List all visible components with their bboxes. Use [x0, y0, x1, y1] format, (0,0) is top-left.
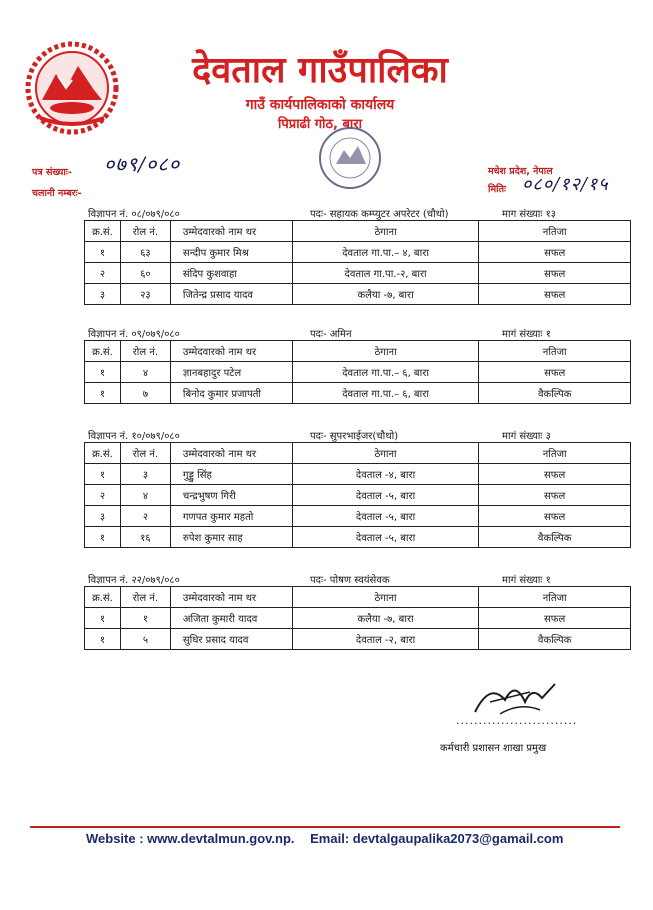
cell-sn: ३ — [85, 506, 121, 527]
date-value: ०८०/१२/१५ — [522, 174, 609, 195]
cell-sn: ३ — [85, 284, 121, 305]
cell-result: सफल — [479, 464, 631, 485]
cell-sn: १ — [85, 629, 121, 650]
table-row — [85, 506, 631, 527]
result-section — [84, 428, 634, 548]
cell-sn: १ — [85, 242, 121, 263]
cell-sn: १ — [85, 362, 121, 383]
patra-value: ०७९/०८० — [104, 152, 181, 176]
col-result: नतिजा — [479, 443, 631, 464]
col-name: उम्मेदवारको नाम थर — [170, 443, 292, 464]
date-label: मितिः — [488, 184, 506, 195]
cell-result: सफल — [479, 506, 631, 527]
website-link[interactable]: Website : www.devtalmun.gov.np. — [86, 831, 295, 846]
col-name: उम्मेदवारको नाम थर — [170, 221, 292, 242]
footer-contact — [86, 831, 575, 846]
result-section — [84, 326, 634, 404]
cell-address: कलैया -७, बारा — [292, 284, 479, 305]
col-address: ठेगाना — [292, 221, 479, 242]
cell-name: गुड्डु सिंह — [170, 464, 292, 485]
table-row — [85, 263, 631, 284]
table-row — [85, 608, 631, 629]
col-address: ठेगाना — [292, 443, 479, 464]
table-row — [85, 242, 631, 263]
cell-name: सन्दीप कुमार मिश्र — [170, 242, 292, 263]
col-sn: क्र.सं. — [85, 221, 121, 242]
cell-roll: २ — [120, 506, 170, 527]
page-title: देवताल गाउँपालिका — [192, 50, 448, 91]
table-header-row — [85, 221, 631, 242]
cell-sn: १ — [85, 608, 121, 629]
office-address: पिप्राढी गोठ, बारा — [278, 117, 362, 132]
cell-sn: २ — [85, 263, 121, 284]
quota: मागं संख्याः ३ — [502, 431, 551, 442]
notice-number: विज्ञापन नं. ०९/०७९/०८० — [88, 329, 180, 340]
chalani-label: चलानी नम्बरः- — [32, 188, 82, 199]
cell-roll: १ — [120, 608, 170, 629]
signature-line: ........................... — [456, 714, 578, 727]
col-roll: रोल नं. — [120, 587, 170, 608]
cell-address: देवताल गा.पा.– ४, बारा — [292, 242, 479, 263]
cell-result: सफल — [479, 284, 631, 305]
table-row — [85, 464, 631, 485]
section-header — [84, 206, 634, 220]
post-name: पदः- अमिन — [310, 329, 352, 340]
table-row — [85, 383, 631, 404]
cell-result: वैकल्पिक — [479, 629, 631, 650]
province-label: मधेश प्रदेश, नेपाल — [488, 166, 553, 177]
section-header — [84, 572, 634, 586]
cell-result: सफल — [479, 362, 631, 383]
notice-number: विज्ञापन नं. १०/०७९/०८० — [88, 431, 180, 442]
cell-roll: ७ — [120, 383, 170, 404]
patra-label: पत्र संख्याः- — [32, 167, 72, 178]
col-sn: क्र.सं. — [85, 341, 121, 362]
quota: मागं संख्याः १ — [502, 575, 551, 586]
col-address: ठेगाना — [292, 587, 479, 608]
table-header-row — [85, 443, 631, 464]
email-link[interactable]: Email: devtalgaupalika2073@gamail.com — [310, 831, 564, 846]
col-roll: रोल नं. — [120, 443, 170, 464]
section-header — [84, 326, 634, 340]
cell-name: अजिता कुमारी यादव — [170, 608, 292, 629]
col-result: नतिजा — [479, 221, 631, 242]
cell-address: देवताल -५, बारा — [292, 506, 479, 527]
post-name: पदः- पोषण स्वयंसेवक — [310, 575, 390, 586]
table-row — [85, 284, 631, 305]
cell-name: रुपेश कुमार साह — [170, 527, 292, 548]
col-name: उम्मेदवारको नाम थर — [170, 341, 292, 362]
table-header-row — [85, 587, 631, 608]
post-name: पदः- सुपरभाईजर(चौथो) — [310, 431, 399, 442]
cell-roll: ५ — [120, 629, 170, 650]
col-result: नतिजा — [479, 587, 631, 608]
cell-sn: १ — [85, 383, 121, 404]
cell-address: देवताल गा.पा.– ६, बारा — [292, 383, 479, 404]
results-table — [84, 340, 631, 404]
cell-address: देवताल -२, बारा — [292, 629, 479, 650]
cell-address: देवताल -५, बारा — [292, 485, 479, 506]
cell-name: संदिप कुशवाहा — [170, 263, 292, 284]
cell-roll: १६ — [120, 527, 170, 548]
col-address: ठेगाना — [292, 341, 479, 362]
cell-address: देवताल गा.पा.– ६, बारा — [292, 362, 479, 383]
cell-roll: २३ — [120, 284, 170, 305]
quota: मागं संख्याः १ — [502, 329, 551, 340]
cell-address: देवताल -४, बारा — [292, 464, 479, 485]
cell-roll: ३ — [120, 464, 170, 485]
cell-name: ज्ञानबहादुर पटेल — [170, 362, 292, 383]
cell-roll: ४ — [120, 485, 170, 506]
cell-result: सफल — [479, 485, 631, 506]
cell-name: बिनोद कुमार प्रजापती — [170, 383, 292, 404]
quota: माग संख्याः १३ — [502, 209, 556, 220]
section-header — [84, 428, 634, 442]
footer-divider — [30, 826, 620, 828]
result-section — [84, 572, 634, 650]
cell-result: वैकल्पिक — [479, 383, 631, 404]
nepal-emblem-logo — [22, 38, 122, 138]
cell-sn: २ — [85, 485, 121, 506]
table-row — [85, 527, 631, 548]
table-row — [85, 362, 631, 383]
post-name: पदः- सहायक कम्प्युटर अपरेटर (चौथो) — [310, 209, 449, 220]
cell-result: वैकल्पिक — [479, 527, 631, 548]
cell-result: सफल — [479, 263, 631, 284]
cell-address: कलैया -७, बारा — [292, 608, 479, 629]
cell-sn: १ — [85, 464, 121, 485]
col-name: उम्मेदवारको नाम थर — [170, 587, 292, 608]
result-section — [84, 206, 634, 305]
cell-name: सुधिर प्रसाद यादव — [170, 629, 292, 650]
results-table — [84, 220, 631, 305]
table-row — [85, 629, 631, 650]
cell-result: सफल — [479, 242, 631, 263]
cell-result: सफल — [479, 608, 631, 629]
results-table — [84, 586, 631, 650]
col-sn: क्र.सं. — [85, 443, 121, 464]
cell-roll: ६० — [120, 263, 170, 284]
col-roll: रोल नं. — [120, 221, 170, 242]
table-row — [85, 485, 631, 506]
cell-roll: ४ — [120, 362, 170, 383]
signatory-title: कर्मचारी प्रशासन शाखा प्रमुख — [440, 743, 547, 754]
col-roll: रोल नं. — [120, 341, 170, 362]
cell-roll: ६३ — [120, 242, 170, 263]
cell-sn: १ — [85, 527, 121, 548]
results-table — [84, 442, 631, 548]
notice-number: विज्ञापन नं. ०८/०७९/०८० — [88, 209, 180, 220]
cell-name: जितेन्द्र प्रसाद यादव — [170, 284, 292, 305]
col-result: नतिजा — [479, 341, 631, 362]
col-sn: क्र.सं. — [85, 587, 121, 608]
office-subtitle: गाउँ कार्यपालिकाको कार्यालय — [245, 97, 395, 113]
table-header-row — [85, 341, 631, 362]
cell-name: गणपत कुमार महतो — [170, 506, 292, 527]
notice-number: विज्ञापन नं. २२/०७९/०८० — [88, 575, 180, 586]
cell-address: देवताल -५, बारा — [292, 527, 479, 548]
cell-name: चन्द्रभुषण गिरी — [170, 485, 292, 506]
office-round-stamp — [300, 120, 410, 205]
cell-address: देवताल गा.पा.-२, बारा — [292, 263, 479, 284]
